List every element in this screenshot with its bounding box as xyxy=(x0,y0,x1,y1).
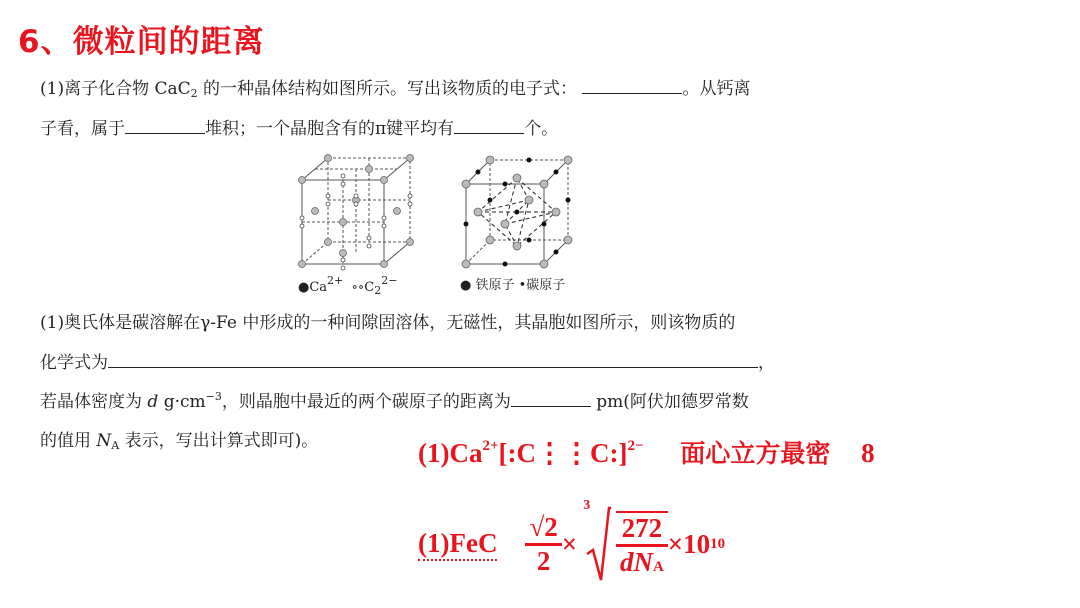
answer2-root-fraction xyxy=(616,511,668,578)
radical-sign-icon xyxy=(585,506,611,582)
legend-carbon: •碳原子 xyxy=(518,278,566,293)
q2-avogadro-n: N xyxy=(96,431,112,451)
q2-line2 xyxy=(40,348,775,373)
answer2-frac-den: 2 xyxy=(536,545,551,576)
austenite-crystal-diagram xyxy=(460,152,576,270)
answer2-root-num: 272 xyxy=(616,513,668,547)
q2-line3-sup: −3 xyxy=(205,390,222,403)
legend-c: C xyxy=(364,280,375,295)
answer2-exponent: 10 xyxy=(710,535,726,552)
q2-line2-b: ， xyxy=(758,353,775,373)
answer-2 xyxy=(418,498,726,582)
answer1-sup1: 2+ xyxy=(482,438,499,454)
answer2-frac-num: √2 xyxy=(525,512,561,546)
q1-line2-c: 个。 xyxy=(524,119,559,139)
answer1-sup2: 2− xyxy=(627,438,644,454)
answer1-formula: [:C⋮⋮C:] xyxy=(498,438,628,468)
q2-line3-c: ，则晶胞中最近的两个碳原子的距离为 xyxy=(221,392,511,412)
q1-text-a: (1)离子化合物 CaC xyxy=(40,79,191,99)
q1-text-b: 的一种晶体结构如图所示。写出该物质的电子式： xyxy=(197,79,578,99)
q2-avogadro-sub: A xyxy=(111,439,120,452)
q1-line2 xyxy=(40,114,558,139)
answer2-prefix: (1)FeC xyxy=(418,528,497,561)
answer1-count: 8 xyxy=(861,438,875,468)
answer1-prefix: (1)Ca xyxy=(418,438,483,468)
q1-sub: 2 xyxy=(190,87,198,100)
q1-line1 xyxy=(40,74,750,100)
q2-density-symbol: d xyxy=(147,392,159,412)
answer2-fraction xyxy=(525,512,561,577)
legend-c-sup: 2− xyxy=(381,274,398,287)
answer2-times: × xyxy=(561,528,578,559)
q2-line1: (1)奥氏体是碳溶解在γ-Fe 中形成的一种间隙固溶体，无磁性，其晶胞如图所示，则该物质的 xyxy=(40,313,736,333)
c2-ion-icon: ∘∘ xyxy=(351,280,365,295)
q1-line2-b: 堆积；一个晶胞含有的π键平均有 xyxy=(205,119,455,139)
q2-line4 xyxy=(40,426,318,452)
legend-ca-sup: 2+ xyxy=(327,274,344,287)
blank-distance[interactable] xyxy=(511,390,591,407)
blank-packing[interactable] xyxy=(125,117,205,134)
cac2-crystal-diagram xyxy=(296,152,418,272)
q1-line2-a: 子看，属于 xyxy=(40,119,125,139)
q2-line2-a: 化学式为 xyxy=(40,353,108,373)
q2-line4-a: 的值用 xyxy=(40,431,97,451)
blank-pi-bonds[interactable] xyxy=(454,117,524,134)
answer2-times10: ×10 xyxy=(667,528,711,559)
answer2-root-den-d: dN xyxy=(619,546,653,577)
q2-line3-b: g·cm xyxy=(158,392,206,412)
page-title: 6、微粒间的距离 xyxy=(18,24,265,60)
blank-electron-formula[interactable] xyxy=(582,77,682,94)
answer-1 xyxy=(418,434,875,470)
q1-text-c: 。从钙离 xyxy=(682,79,751,99)
q2-line3 xyxy=(40,387,749,412)
answer1-packing: 面心立方最密 xyxy=(680,439,831,468)
q2-line3-d: pm(阿伏加德罗常数 xyxy=(590,392,749,412)
q2-line4-b: 表示，写出计算式即可)。 xyxy=(119,431,319,451)
answer2-root-den xyxy=(616,547,668,578)
q2-line3-a: 若晶体密度为 xyxy=(40,392,148,412)
answer2-root-den-sub: A xyxy=(652,558,664,575)
legend-austenite xyxy=(460,274,565,293)
legend-c-sub: 2 xyxy=(374,284,382,297)
answer2-root-index: 3 xyxy=(583,498,591,513)
fe-atom-icon: ● xyxy=(460,278,476,293)
legend-ca: Ca xyxy=(309,280,328,295)
legend-fe: 铁原子 xyxy=(475,278,515,293)
answer2-cube-root xyxy=(583,498,668,582)
blank-chemical-formula[interactable] xyxy=(108,351,758,368)
legend-cac2 xyxy=(298,274,397,297)
ca-ion-icon: ● xyxy=(298,280,310,295)
